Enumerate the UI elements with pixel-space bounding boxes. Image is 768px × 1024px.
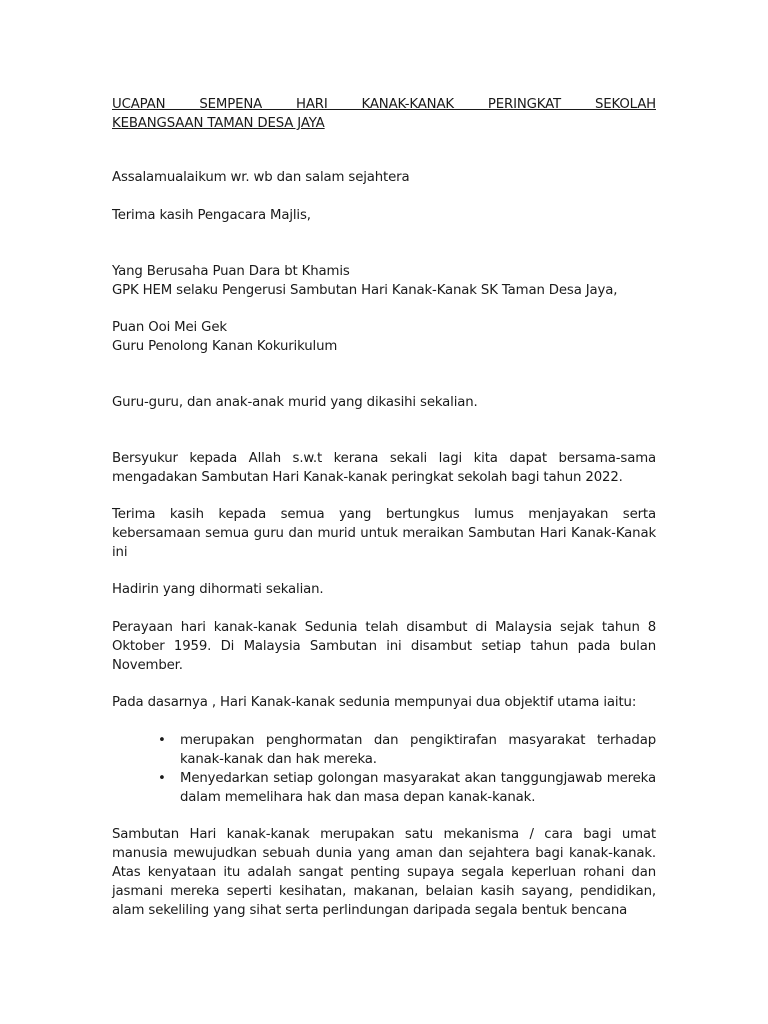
bullet-icon: • [158, 733, 166, 748]
speech-title-line-1: UCAPAN SEMPENA HARI KANAK-KANAK PERINGKAT SEKOLAH [112, 97, 656, 112]
speech-title-line-2: KEBANGSAAN TAMAN DESA JAYA [112, 116, 325, 131]
dignitary-1-name: Yang Berusaha Puan Dara bt Khamis [112, 264, 350, 279]
bullet-icon: • [158, 771, 166, 786]
paragraph-gratitude: Bersyukur kepada Allah s.w.t kerana sekali lagi kita dapat bersama-sama mengadakan Sambutan Hari Kanak-kanak peringkat sekolah bagi tahun 2022. [112, 451, 656, 485]
objective-item [112, 731, 656, 769]
dignitary-1 [112, 262, 656, 300]
dignitary-2-role: Guru Penolong Kanan Kokurikulum [112, 339, 338, 354]
objective-text: Menyedarkan setiap golongan masyarakat akan tanggungjawab mereka dalam memelihara hak dan masa depan kanak-kanak. [180, 771, 656, 805]
paragraph-mechanism: Sambutan Hari kanak-kanak merupakan satu mekanisma / cara bagi umat manusia mewujudkan sebuah dunia yang aman dan sejahtera bagi kanak-kanak. Atas kenyataan itu adalah sangat penting supaya segala keperluan rohani dan jasmani mereka seperti kesihatan, makanan, belaian kasih sayang, pendidikan, alam sekeliling yang sihat serta perlindungan daripada segala bentuk bencana [112, 827, 656, 918]
audience-greeting: Guru-guru, dan anak-anak murid yang dikasihi sekalian. [112, 395, 478, 410]
dignitary-1-role: GPK HEM selaku Pengerusi Sambutan Hari Kanak-Kanak SK Taman Desa Jaya, [112, 283, 618, 298]
paragraph-thanks-all: Terima kasih kepada semua yang bertungkus lumus menjayakan serta kebersamaan semua guru dan murid untuk meraikan Sambutan Hari Kanak-Kanak ini [112, 507, 656, 560]
dignitary-2-name: Puan Ooi Mei Gek [112, 320, 227, 335]
paragraph-history: Perayaan hari kanak-kanak Sedunia telah disambut di Malaysia sejak tahun 8 Oktober 1959. Di Malaysia Sambutan ini disambut setiap tahun pada bulan November. [112, 620, 656, 673]
speech-title [112, 95, 656, 133]
thanks-emcee: Terima kasih Pengacara Majlis, [112, 208, 311, 223]
greeting: Assalamualaikum wr. wb dan salam sejahtera [112, 170, 410, 185]
objectives-list [112, 731, 656, 807]
paragraph-honored-guests: Hadirin yang dihormati sekalian. [112, 582, 324, 597]
objective-item [112, 769, 656, 807]
objective-text: merupakan penghormatan dan pengiktirafan masyarakat terhadap kanak-kanak dan hak mereka. [180, 733, 656, 767]
dignitary-2 [112, 318, 656, 356]
paragraph-objectives-intro: Pada dasarnya , Hari Kanak-kanak sedunia mempunyai dua objektif utama iaitu: [112, 695, 637, 710]
